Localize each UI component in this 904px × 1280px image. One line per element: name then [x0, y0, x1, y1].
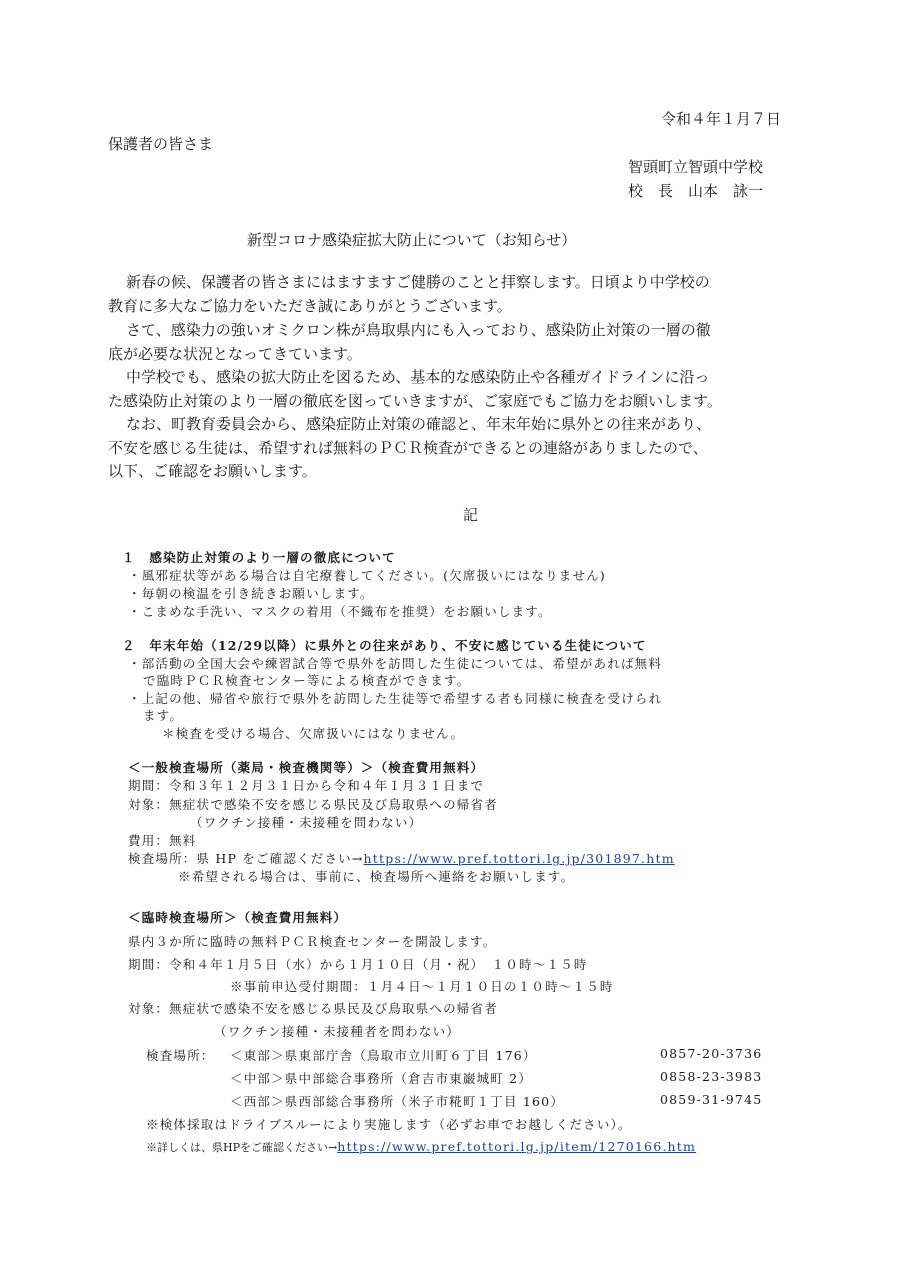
general-place-link[interactable]: https://www.pref.tottori.lg.jp/301897.htm: [363, 851, 675, 866]
temporary-detail-link[interactable]: https://www.pref.tottori.lg.jp/item/1270166.htm: [337, 1139, 697, 1154]
document-date: 令和４年１月７日: [661, 110, 782, 128]
body-line: 新春の候、保護者の皆さまにはますますご健勝のことと拝察します。日頃より中学校の: [126, 273, 710, 291]
body-line: 不安を感じる生徒は、希望すれば無料のＰＣＲ検査ができるとの連絡がありましたので、: [108, 439, 708, 457]
section1-item: ・風邪症状等がある場合は自宅療養してください。(欠席扱いにはなりません): [128, 568, 606, 583]
general-heading: ＜一般検査場所（薬局・検査機関等）＞（検査費用無料）: [128, 760, 485, 775]
place-central-phone: 0858-23-3983: [660, 1069, 763, 1084]
school-name: 智頭町立智頭中学校: [628, 158, 764, 176]
body-line: なお、町教育委員会から、感染症防止対策の確認と、年末年始に県外との往来があり、: [126, 415, 712, 433]
section2-line: ・部活動の全国大会や練習試合等で県外を訪問した生徒については、希望があれば無料: [128, 656, 663, 671]
body-line: さて、感染力の強いオミクロン株が鳥取県内にも入っており、感染防止対策の一層の徹: [126, 321, 711, 339]
general-target: 対象：無症状で感染不安を感じる県民及び鳥取県への帰省者: [128, 797, 498, 812]
section2-note: ＊検査を受ける場合、欠席扱いにはなりません。: [162, 726, 465, 741]
section1-item: ・毎朝の検温を引き続きお願いします。: [128, 586, 374, 601]
temporary-detail: [146, 1139, 696, 1155]
general-period: 期間：令和３年１２月３１日から令和４年１月３１日まで: [128, 778, 485, 793]
temporary-drive-note: ※検体採取はドライブスルーにより実施します（必ずお車でお越しください）。: [146, 1117, 632, 1132]
body-line: た感染防止対策のより一層の徹底を図っていきますが、ご家庭でもご協力をお願いします。: [108, 392, 722, 410]
recipient: 保護者の皆さま: [108, 135, 214, 153]
section1-item: ・こまめな手洗い、マスクの着用（不織布を推奨）をお願いします。: [128, 604, 552, 619]
temporary-target-note: （ワクチン接種・未接種者を問わない）: [214, 1024, 460, 1039]
section2-line: で臨時ＰＣＲ検査センター等による検査ができます。: [143, 673, 471, 688]
general-place: [128, 849, 675, 867]
section1-heading: １ 感染防止対策のより一層の徹底について: [122, 550, 396, 565]
ki-marker: 記: [463, 506, 479, 524]
temporary-reservation: ※事前申込受付期間：１月４日～１月１０日の１０時～１５時: [230, 979, 614, 994]
body-line: 教育に多大なご協力をいただき誠にありがとうございます。: [108, 297, 512, 315]
general-note: ※希望される場合は、事前に、検査場所へ連絡をお願いします。: [178, 869, 575, 884]
place-east: ＜東部＞県東部庁舎（鳥取市立川町６丁目 176）: [230, 1048, 537, 1063]
section2-heading: ２ 年末年始（12/29以降）に県外との往来があり、不安に感じている生徒について: [122, 638, 647, 653]
section2-line: ます。: [143, 708, 184, 723]
place-west-phone: 0859-31-9745: [660, 1092, 763, 1107]
temporary-target: 対象：無症状で感染不安を感じる県民及び鳥取県への帰省者: [128, 1001, 498, 1016]
temporary-intro: 県内３か所に臨時の無料ＰＣＲ検査センターを開設します。: [128, 934, 497, 949]
general-target-note: （ワクチン接種・未接種を問わない）: [190, 815, 423, 830]
place-west: ＜西部＞県西部総合事務所（米子市糀町１丁目 160）: [230, 1094, 565, 1109]
body-line: 以下、ご確認をお願いします。: [108, 462, 317, 480]
body-line: 中学校でも、感染の拡大防止を図るため、基本的な感染防止や各種ガイドラインに沿っ: [126, 368, 710, 386]
body-line: 底が必要な状況となってきています。: [108, 345, 362, 363]
general-place-label: 検査場所：県 HP をご確認ください→: [128, 851, 364, 866]
place-east-phone: 0857-20-3736: [660, 1046, 763, 1061]
temporary-heading: ＜臨時検査場所＞（検査費用無料）: [128, 910, 348, 925]
temporary-detail-label: ※詳しくは、県HPをご確認ください→: [146, 1141, 338, 1154]
document-title: 新型コロナ感染症拡大防止について（お知らせ）: [247, 231, 577, 249]
principal-name: 校 長 山本 詠一: [628, 182, 764, 200]
place-central: ＜中部＞県中部総合事務所（倉吉市東巌城町 2）: [230, 1071, 533, 1086]
temporary-period: 期間：令和４年１月５日（水）から１月１０日（月・祝） １０時～１５時: [128, 957, 588, 972]
temporary-places-label: 検査場所：: [146, 1048, 215, 1063]
section2-line: ・上記の他、帰省や旅行で県外を訪問した生徒等で希望する者も同様に検査を受けられ: [128, 691, 663, 706]
general-cost: 費用：無料: [128, 833, 197, 848]
